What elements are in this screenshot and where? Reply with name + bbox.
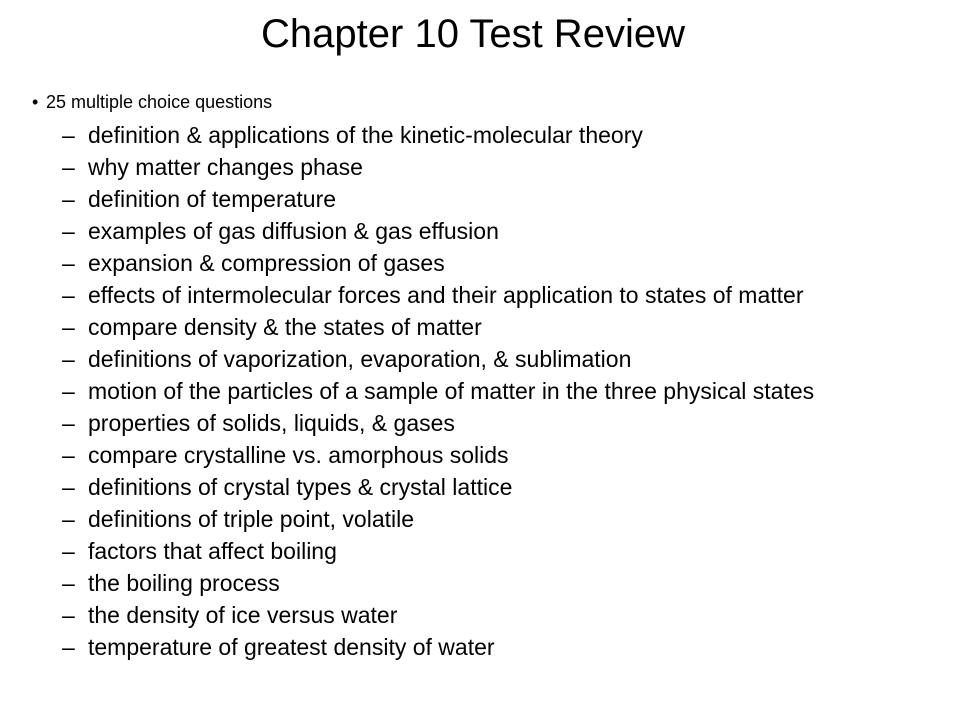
slide-title: Chapter 10 Test Review [261, 12, 685, 56]
sub-bullet-list [62, 120, 814, 664]
dash-marker: – [62, 186, 75, 212]
sub-bullet-item [62, 248, 814, 280]
sub-bullet-item [62, 216, 814, 248]
sub-bullet-item [62, 472, 814, 504]
dash-marker: – [62, 634, 75, 660]
dash-marker: – [62, 218, 75, 244]
sub-bullet-item [62, 408, 814, 440]
dash-marker: – [62, 314, 75, 340]
sub-bullet-text: compare density & the states of matter [88, 314, 482, 340]
sub-bullet-text: definition of temperature [88, 186, 337, 212]
sub-bullet-text: compare crystalline vs. amorphous solids [88, 442, 509, 468]
bullet-item [32, 90, 272, 114]
sub-bullet-text: temperature of greatest density of water [88, 634, 495, 660]
dash-marker: – [62, 474, 75, 500]
sub-bullet-item [62, 376, 814, 408]
sub-bullet-text: definition & applications of the kinetic-molecular theory [88, 122, 643, 148]
sub-bullet-text: why matter changes phase [88, 154, 363, 180]
sub-bullet-text: expansion & compression of gases [88, 250, 445, 276]
bullet-text: 25 multiple choice questions [46, 92, 273, 112]
sub-bullet-text: the density of ice versus water [88, 602, 398, 628]
sub-bullet-text: effects of intermolecular forces and their application to states of matter [88, 282, 804, 308]
dash-marker: – [62, 538, 75, 564]
sub-bullet-item [62, 536, 814, 568]
sub-bullet-text: definitions of vaporization, evaporation, & sublimation [88, 346, 632, 372]
sub-bullet-text: examples of gas diffusion & gas effusion [88, 218, 499, 244]
dash-marker: – [62, 346, 75, 372]
sub-bullet-item [62, 280, 814, 312]
sub-bullet-text: properties of solids, liquids, & gases [88, 410, 455, 436]
dash-marker: – [62, 378, 75, 404]
sub-bullet-text: motion of the particles of a sample of matter in the three physical states [88, 378, 815, 404]
dash-marker: – [62, 154, 75, 180]
sub-bullet-item [62, 184, 814, 216]
sub-bullet-text: definitions of triple point, volatile [88, 506, 415, 532]
sub-bullet-item [62, 152, 814, 184]
dash-marker: – [62, 602, 75, 628]
sub-bullet-item [62, 344, 814, 376]
dash-marker: – [62, 282, 75, 308]
sub-bullet-item [62, 312, 814, 344]
sub-bullet-item [62, 440, 814, 472]
dash-marker: – [62, 570, 75, 596]
bullet-marker: • [32, 92, 39, 112]
sub-bullet-text: factors that affect boiling [88, 538, 337, 564]
sub-bullet-item [62, 120, 814, 152]
sub-bullet-text: the boiling process [88, 570, 280, 596]
sub-bullet-item [62, 600, 814, 632]
sub-bullet-item [62, 632, 814, 664]
sub-bullet-text: definitions of crystal types & crystal lattice [88, 474, 513, 500]
dash-marker: – [62, 410, 75, 436]
dash-marker: – [62, 250, 75, 276]
dash-marker: – [62, 122, 75, 148]
dash-marker: – [62, 442, 75, 468]
sub-bullet-item [62, 504, 814, 536]
dash-marker: – [62, 506, 75, 532]
sub-bullet-item [62, 568, 814, 600]
